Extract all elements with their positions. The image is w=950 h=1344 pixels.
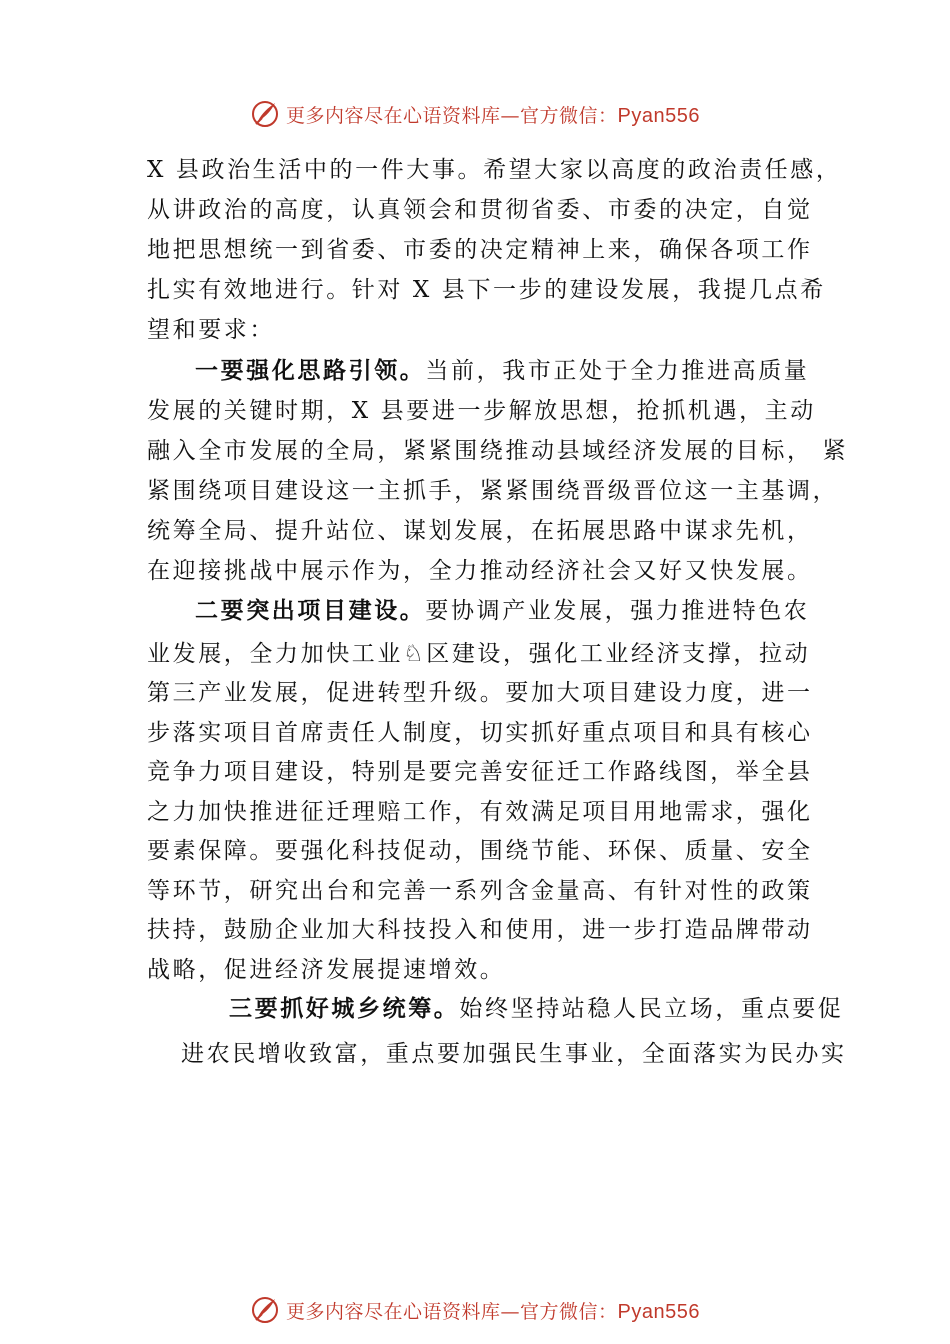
- section2-line-10: 战略，促进经济发展提速增效。: [147, 957, 506, 983]
- section1-line-2: 发展的关键时期，X 县要进一步解放思想，抢抓机遇，主动: [147, 398, 816, 424]
- section2-line-4: 步落实项目首席责任人制度，切实抓好重点项目和具有核心: [147, 720, 813, 746]
- section1-line-5: 统筹全局、提升站位、谋划发展，在拓展思路中谋求先机，: [147, 518, 813, 544]
- header-watermark: [0, 94, 950, 134]
- section2-line-2: 业发展，全力加快工业♘区建设，强化工业经济支撑，拉动: [147, 641, 811, 667]
- section2-line-8: 等环节，研究出台和完善一系列含金量高、有针对性的政策: [147, 878, 813, 904]
- section3-line-2: 进农民增收致富，重点要加强民生事业，全面落实为民办实: [181, 1041, 847, 1067]
- watermark-dash: —: [500, 104, 521, 127]
- section2-line-7: 要素保障。要强化科技促动，围绕节能、环保、质量、安全: [147, 838, 813, 864]
- section1-line-3: 融入全市发展的全局，紧紧围绕推动县域经济发展的目标， 紧: [147, 438, 849, 464]
- section2-first-line: [195, 591, 809, 631]
- section2-line-1: 要协调产业发展，强力推进特色农: [425, 598, 810, 624]
- intro-line-1: X 县政治生活中的一件大事。希望大家以高度的政治责任感，: [147, 157, 842, 183]
- watermark-text: [286, 1297, 700, 1324]
- section2-line-9: 扶持，鼓励企业加大科技投入和使用，进一步打造品牌带动: [147, 917, 813, 943]
- quill-logo-icon: [250, 1295, 280, 1325]
- watermark-brand: 更多内容尽在心语资料库: [286, 1300, 501, 1323]
- watermark-account: Pyan556: [617, 104, 700, 127]
- watermark-account: Pyan556: [617, 1300, 700, 1323]
- quill-logo-icon: [250, 99, 280, 129]
- section2-line-5: 竞争力项目建设，特别是要完善安征迁工作路线图，举全县: [147, 759, 813, 785]
- section1-line-1: 当前，我市正处于全力推进高质量: [425, 358, 810, 384]
- footer-watermark: [0, 1290, 950, 1330]
- intro-line-2: 从讲政治的高度，认真领会和贯彻省委、市委的决定，自觉: [147, 197, 813, 223]
- watermark-official: 官方微信：: [520, 104, 618, 127]
- intro-line-5: 望和要求：: [147, 317, 275, 343]
- section1-line-6: 在迎接挑战中展示作为，全力推动经济社会又好又快发展。: [147, 558, 813, 584]
- section1-line-4: 紧围绕项目建设这一主抓手，紧紧围绕晋级晋位这一主基调，: [147, 478, 839, 504]
- section2-line-6: 之力加快推进征迁理赔工作，有效满足项目用地需求，强化: [147, 799, 813, 825]
- watermark-brand: 更多内容尽在心语资料库: [286, 104, 501, 127]
- section1-first-line: [195, 351, 809, 391]
- watermark-dash: —: [500, 1300, 521, 1323]
- intro-line-4: 扎实有效地进行。针对 X 县下一步的建设发展，我提几点希: [147, 277, 826, 303]
- section3-heading: 三要抓好城乡统筹。: [229, 995, 460, 1022]
- watermark-text: [286, 101, 700, 128]
- section2-line-3: 第三产业发展，促进转型升级。要加大项目建设力度，进一: [147, 680, 813, 706]
- intro-line-3: 地把思想统一到省委、市委的决定精神上来，确保各项工作: [147, 237, 813, 263]
- section3-line-1: 始终坚持站稳人民立场，重点要促: [459, 996, 844, 1022]
- section2-heading: 二要突出项目建设。: [195, 597, 426, 624]
- section3-first-line: [229, 989, 843, 1029]
- section1-heading: 一要强化思路引领。: [195, 357, 426, 384]
- watermark-official: 官方微信：: [520, 1300, 618, 1323]
